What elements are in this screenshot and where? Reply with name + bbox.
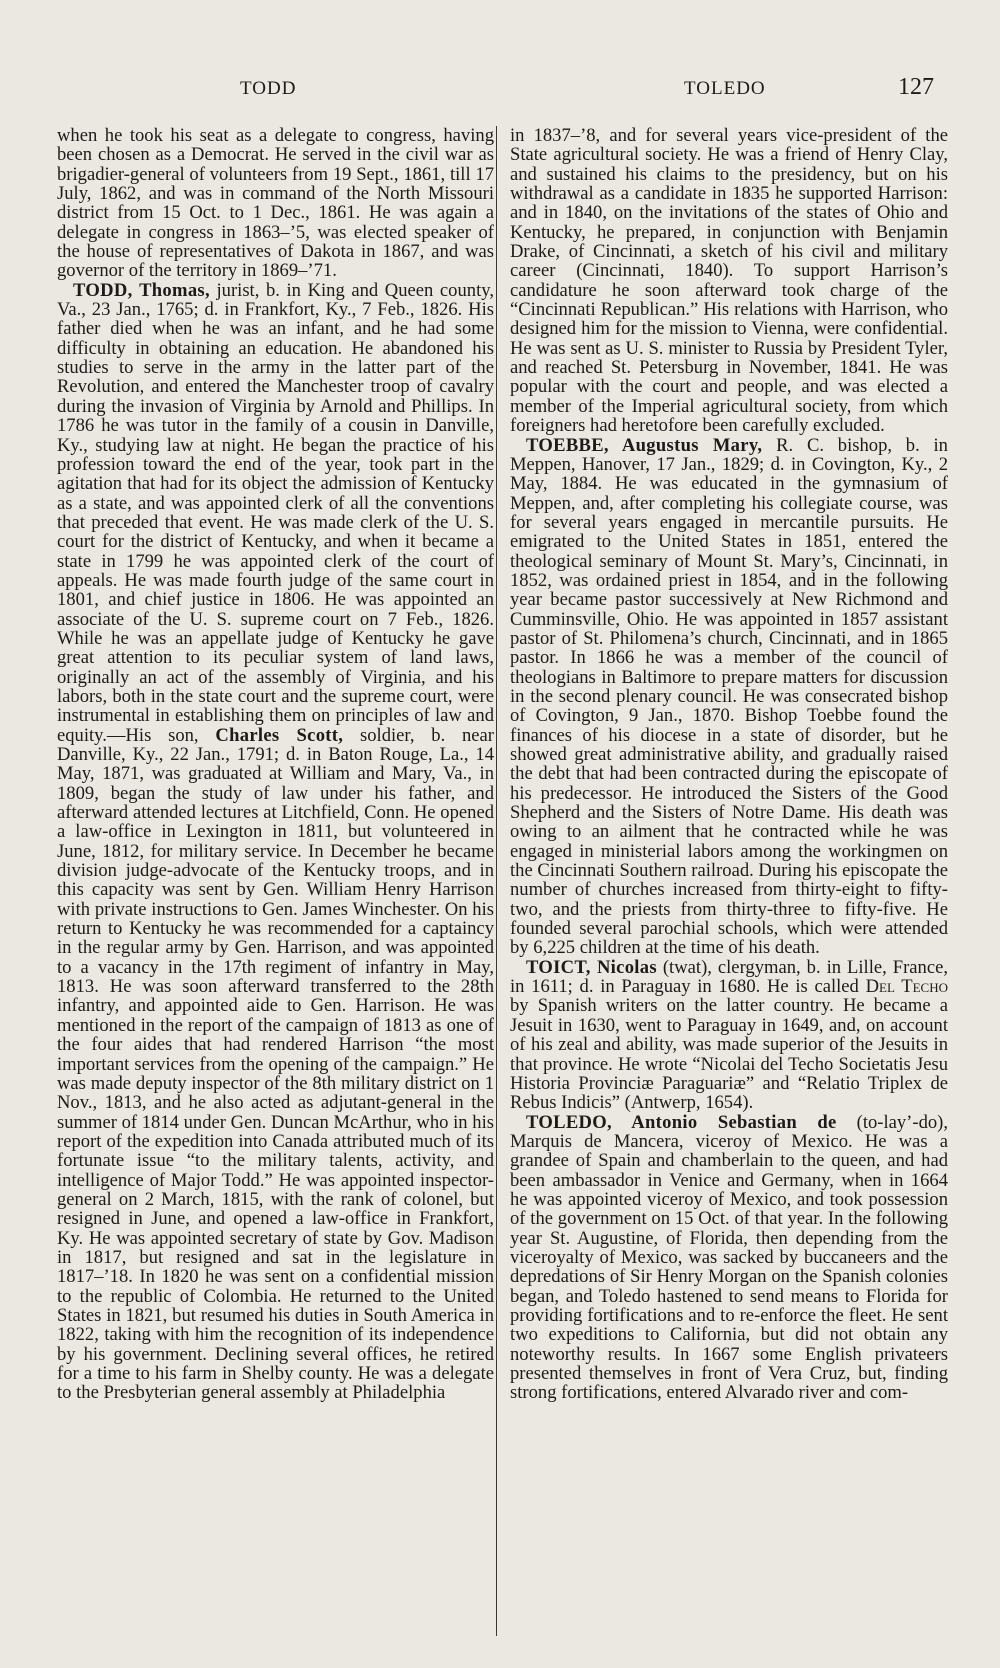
headword-todd-thomas: TODD, Thomas, bbox=[73, 279, 210, 301]
entry-text: jurist, b. in King and Queen county, Va., 23 Jan., 1765; d. in Frankfort, Ky., 7 Feb., 1826. His father died when he was an infant, and he had some difficulty in obtaining an education. He abandoned his studies to serve in the army in the latter part of the Revolution, and entered the Manchester troop of cavalry during the invasion of Virginia by Arnold and Phillips. In 1786 he was tutor in the family of a cousin in Danville, Ky., studying law at night. He began the practice of his profession toward the end of the year, took part in the agitation that had for its object the admission of Kentucky as a state, and was appointed clerk of all the conventions that preceded that event. He was made clerk of the U. S. court for the district of Kentucky, and when it became a state in 1799 he was appointed clerk of the court of appeals. He was made fourth judge of the same court in 1801, and chief justice in 1806. He was appointed an associate of the U. S. supreme court on 7 Feb., 1826. While he was an appellate judge of Kentucky he gave great attention to its peculiar system of land laws, originally an act of the assembly of Virginia, and his labors, both in the state court and the supreme court, were instrumental in establishing them on principles of law and equity.—His son, bbox=[57, 279, 494, 746]
entry-text: R. C. bishop, b. in Meppen, Hanover, 17 Jan., 1829; d. in Covington, Ky., 2 May, 1884. He was educated in the gymnasium of Meppen, and, after completing his collegiate course, was for several years engaged in mercantile pursuits. He emigrated to the United States in 1851, entered the theological seminary of Mount St. Mary’s, Cincinnati, in 1852, was ordained priest in 1854, and in the following year became pastor successively at New Richmond and Cumminsville, Ohio. He was appointed in 1857 assistant pastor of St. Philomena’s church, Cincinnati, and in 1865 pastor. In 1866 he was a member of the council of theologians in Baltimore to prepare matters for discussion in the second plenary council. He was consecrated bishop of Covington, 9 Jan., 1870. Bishop Toebbe found the finances of his diocese in a state of disorder, but he showed great administrative ability, and gradually raised the debt that had been contracted during the episcopate of his predecessor. He introduced the Sisters of the Good Shepherd and the Sisters of Notre Dame. His death was owing to an ailment that he contracted while he was engaged in ministerial labors among the workingmen on the Cincinnati Southern railroad. During his episcopate the number of churches increased from thirty-eight to fifty-two, and the priests from thirty-three to fifty-five. He founded several parochial schools, which were attended by 6,225 children at the time of his death. bbox=[510, 434, 948, 959]
right-column bbox=[510, 126, 948, 1403]
entry-toledo bbox=[510, 1113, 948, 1403]
continued-paragraph: when he took his seat as a delegate to congress, having been chosen as a Democrat. He served in the civil war as brigadier-general of volunteers from 19 Sept., 1861, till 17 July, 1862, and was in command of the North Missouri district from 15 Oct. to 1 Dec., 1861. He was again a delegate in congress in 1863–’5, was elected speaker of the house of representatives of Dakota in 1867, and was governor of the territory in 1869–’71. bbox=[57, 125, 494, 282]
headword-toebbe: TOEBBE, Augustus Mary, bbox=[526, 434, 763, 456]
entry-text: by Spanish writers on the latter country. He became a Jesuit in 1630, went to Paraguay in 1649, and, on account of his zeal and ability, was made superior of the Jesuits in that province. He wrote “Nicolai del Techo Societatis Jesu Historia Provinciæ Paraguariæ” and “Relatio Triplex de Rebus Indicis” (Antwerp, 1654). bbox=[510, 995, 948, 1114]
entry-toebbe bbox=[510, 436, 948, 958]
continued-paragraph: in 1837–’8, and for several years vice-president of the State agricultural society. He was a friend of Henry Clay, and sustained his claims to the presidency, but on his withdrawal as a candidate in 1835 he supported Harrison: and in 1840, on the invitations of the states of Ohio and Kentucky, he prepared, in conjunction with Benjamin Drake, of Cincinnati, a sketch of his civil and military career (Cincinnati, 1840). To support Harrison’s candidature he soon afterward took charge of the “Cincinnati Republican.” His relations with Harrison, who designed him for the mission to Vienna, were confidential. He was sent as U. S. minister to Russia by President Tyler, and reached St. Petersburg in November, 1841. He was popular with the court and people, and was elected a member of the Imperial agricultural society, from which foreigners had heretofore been carefully excluded. bbox=[510, 125, 948, 437]
headword-toledo: TOLEDO, Antonio Sebastian de bbox=[526, 1111, 837, 1133]
left-column bbox=[57, 126, 494, 1403]
page-number: 127 bbox=[898, 74, 934, 100]
small-caps-name: Del Techo bbox=[865, 976, 949, 998]
headword-toict: TOICT, Nicolas bbox=[526, 956, 657, 978]
running-head-left: TODD bbox=[240, 78, 297, 99]
entry-toict bbox=[510, 958, 948, 1113]
entry-text: (twat), clergyman, b. in Lille, France, in 1611; d. in Paraguay in 1680. He is called bbox=[510, 956, 948, 998]
entry-text: soldier, b. near Danville, Ky., 22 Jan., 1791; d. in Baton Rouge, La., 14 May, 1871, was graduated at William and Mary, Va., in 1809, began the study of law under his father, and afterward attended lectures at Litchfield, Conn. He opened a law-office in Lexington in 1811, but volunteered in June, 1812, for military service. In December he became division judge-advocate of the Kentucky troops, and in this capacity was sent by Gen. William Henry Harrison with private instructions to Gen. James Winchester. On his return to Kentucky he was recommended for a captaincy in the regular army by Gen. Harrison, and was appointed to a vacancy in the 17th regiment of infantry in May, 1813. He was soon afterward transferred to the 28th infantry, and appointed aide to Gen. Harrison. He was mentioned in the report of the campaign of 1813 as one of the four aides that had rendered Harrison “the most important services from the opening of the campaign.” He was made deputy inspector of the 8th military district on 1 Nov., 1813, and he also acted as adjutant-general in the summer of 1814 under Gen. Duncan McArthur, who in his report of the expedition into Canada attributed much of its fortunate issue “to the military talents, activity, and intelligence of Major Todd.” He was appointed inspector-general on 2 March, 1815, with the rank of colonel, but resigned in June, and opened a law-office in Frankfort, Ky. He was appointed secretary of state by Gov. Madison in 1817, but resigned and sat in the legislature in 1817–’18. In 1820 he was sent on a confidential mission to the republic of Colombia. He returned to the United States in 1821, but resumed his duties in South America in 1822, taking with him the recognition of its independence by his government. Declining several offices, he retired for a time to his farm in Shelby county. He was a delegate to the Presbyterian general assembly at Philadelphia bbox=[57, 724, 494, 1404]
entry-todd-thomas bbox=[57, 281, 494, 1403]
running-head bbox=[0, 72, 1000, 112]
subentry-name-charles-scott: Charles Scott, bbox=[215, 724, 344, 746]
running-head-right: TOLEDO bbox=[684, 78, 766, 99]
column-divider bbox=[496, 126, 497, 1636]
entry-text: (to-lay’-do), Marquis de Mancera, viceroy of Mexico. He was a grandee of Spain and chamberlain to the queen, and had been ambassador in Venice and Germany, when in 1664 he was appointed viceroy of Mexico, and took possession of the government on 15 Oct. of that year. In the following year St. Augustine, of Florida, then depending from the viceroyalty of Mexico, was sacked by buccaneers and the depredations of Sir Henry Morgan on the Spanish colonies began, and Toledo hastened to send means to Florida for providing fortifications and to re-enforce the fleet. He sent two expeditions to California, but did not obtain any noteworthy results. In 1667 some English privateers presented themselves in front of Vera Cruz, but, finding strong fortifications, entered Alvarado river and com- bbox=[510, 1111, 949, 1404]
